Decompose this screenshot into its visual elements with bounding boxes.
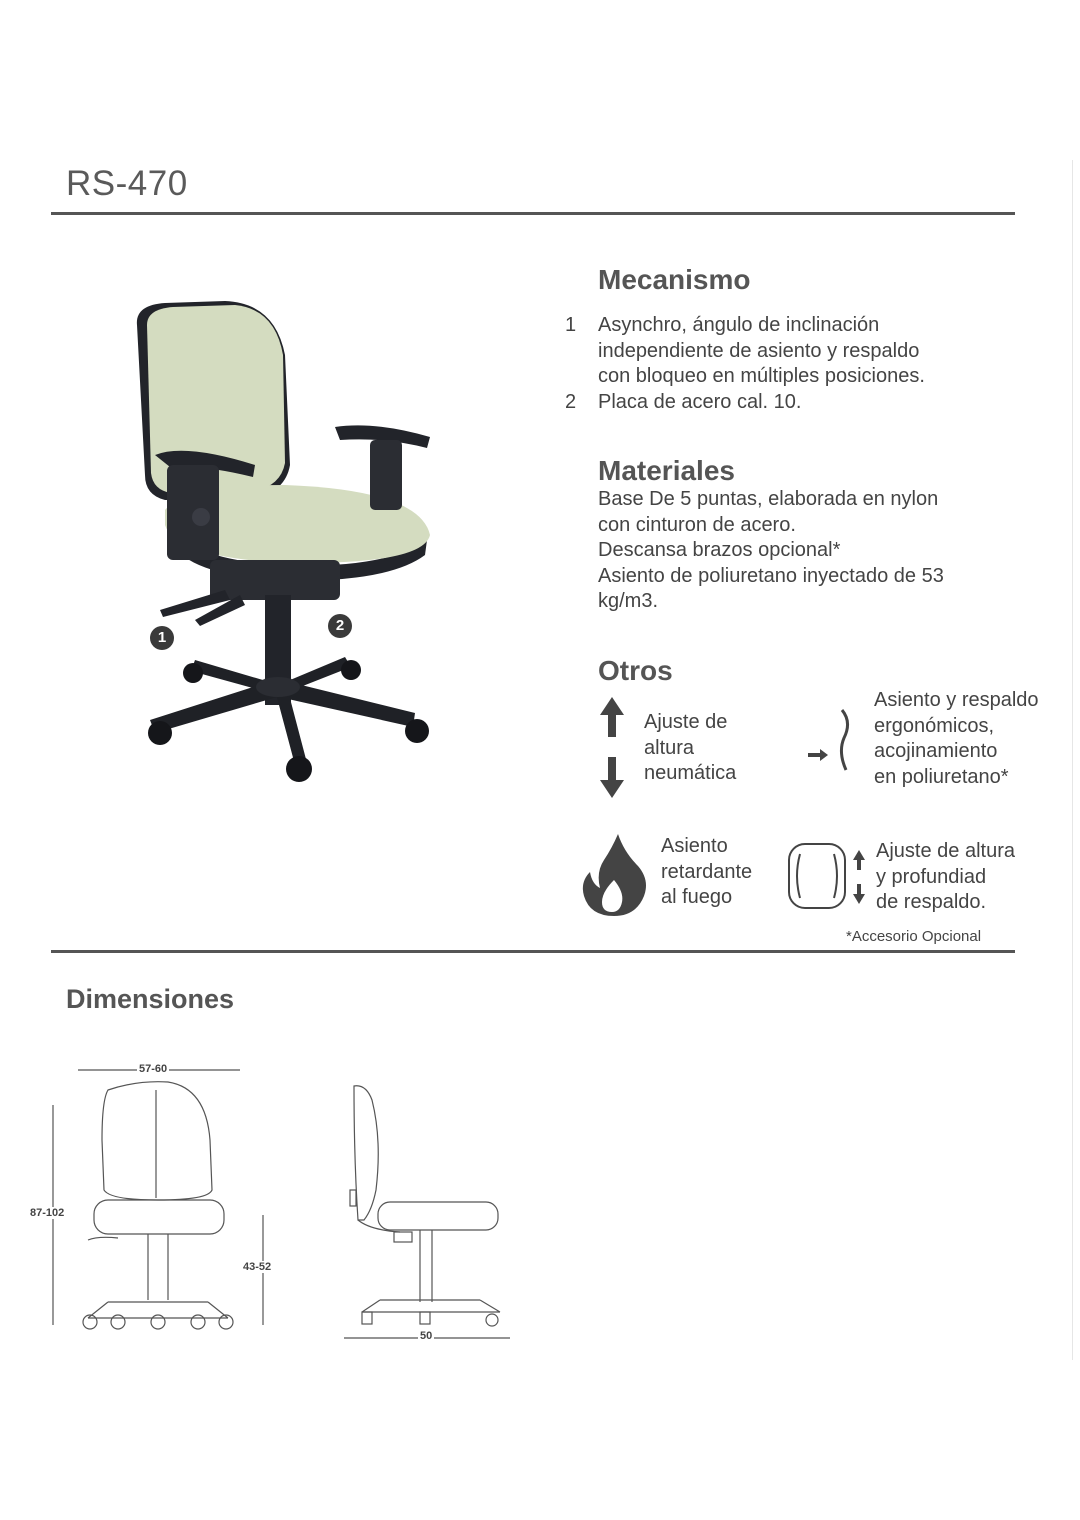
- footnote: *Accesorio Opcional: [846, 928, 982, 945]
- item-line: Placa de acero cal. 10.: [598, 390, 802, 413]
- chair-photo: [125, 295, 445, 795]
- callout-1: 1: [150, 626, 174, 650]
- ergonomic-backrest-icon: [806, 708, 856, 778]
- dim-width: 57-60: [139, 1063, 168, 1075]
- materiales-heading: Materiales: [598, 455, 735, 486]
- feature-line: acojinamiento: [874, 740, 998, 762]
- item-number: 2: [565, 390, 577, 413]
- feature-line: altura: [644, 736, 695, 759]
- feature-line: Asiento: [661, 835, 728, 857]
- callout-2: 2: [328, 614, 352, 638]
- feature-line: neumática: [644, 762, 737, 784]
- feature-line: retardante: [661, 860, 753, 883]
- flame-icon: [580, 832, 648, 922]
- page-title: RS-470: [66, 164, 188, 203]
- mecanismo-item-2: [565, 390, 985, 416]
- feature-line: de respaldo.: [876, 891, 987, 913]
- feature-line: Asiento y respaldo: [874, 689, 1039, 711]
- item-line: independiente de asiento y respaldo: [598, 339, 920, 362]
- feature-height: [644, 710, 736, 787]
- side-view-drawing: [340, 1080, 515, 1345]
- bottom-divider: [51, 950, 1015, 953]
- front-view-drawing: [28, 1060, 288, 1350]
- materiales-line: Asiento de poliuretano inyectado de 53: [598, 564, 944, 587]
- backrest-adjust-icon: [786, 840, 871, 917]
- materiales-line: Descansa brazos opcional*: [598, 539, 841, 561]
- item-number: 1: [565, 314, 577, 336]
- dim-depth: 50: [420, 1330, 433, 1342]
- feature-line: en poliuretano*: [874, 765, 1009, 788]
- feature-line: ergonómicos,: [874, 714, 995, 737]
- feature-backrest: [876, 839, 1015, 916]
- dim-height: 87-102: [30, 1207, 65, 1219]
- dimensiones-heading: Dimensiones: [66, 984, 235, 1014]
- page-edge: [1072, 160, 1073, 1360]
- otros-heading: Otros: [598, 655, 673, 686]
- height-arrows-icon: [598, 695, 626, 805]
- mecanismo-heading: Mecanismo: [598, 264, 751, 295]
- top-divider: [51, 212, 1015, 215]
- feature-fire: [661, 834, 752, 911]
- feature-ergonomic: [874, 688, 1039, 790]
- feature-line: al fuego: [661, 886, 733, 908]
- materiales-line: con cinturon de acero.: [598, 513, 796, 536]
- item-line: Asynchro, ángulo de inclinación: [598, 314, 880, 336]
- materiales-line: kg/m3.: [598, 590, 659, 612]
- materiales-text: [598, 487, 998, 615]
- mecanismo-list: [565, 313, 985, 415]
- feature-line: Ajuste de: [644, 711, 728, 733]
- dim-seat-height: 43-52: [243, 1261, 272, 1273]
- mecanismo-item-1: [565, 313, 985, 390]
- feature-line: y profundiad: [876, 865, 987, 888]
- materiales-line: Base De 5 puntas, elaborada en nylon: [598, 488, 939, 510]
- feature-line: Ajuste de altura: [876, 840, 1015, 862]
- item-line: con bloqueo en múltiples posiciones.: [598, 365, 925, 387]
